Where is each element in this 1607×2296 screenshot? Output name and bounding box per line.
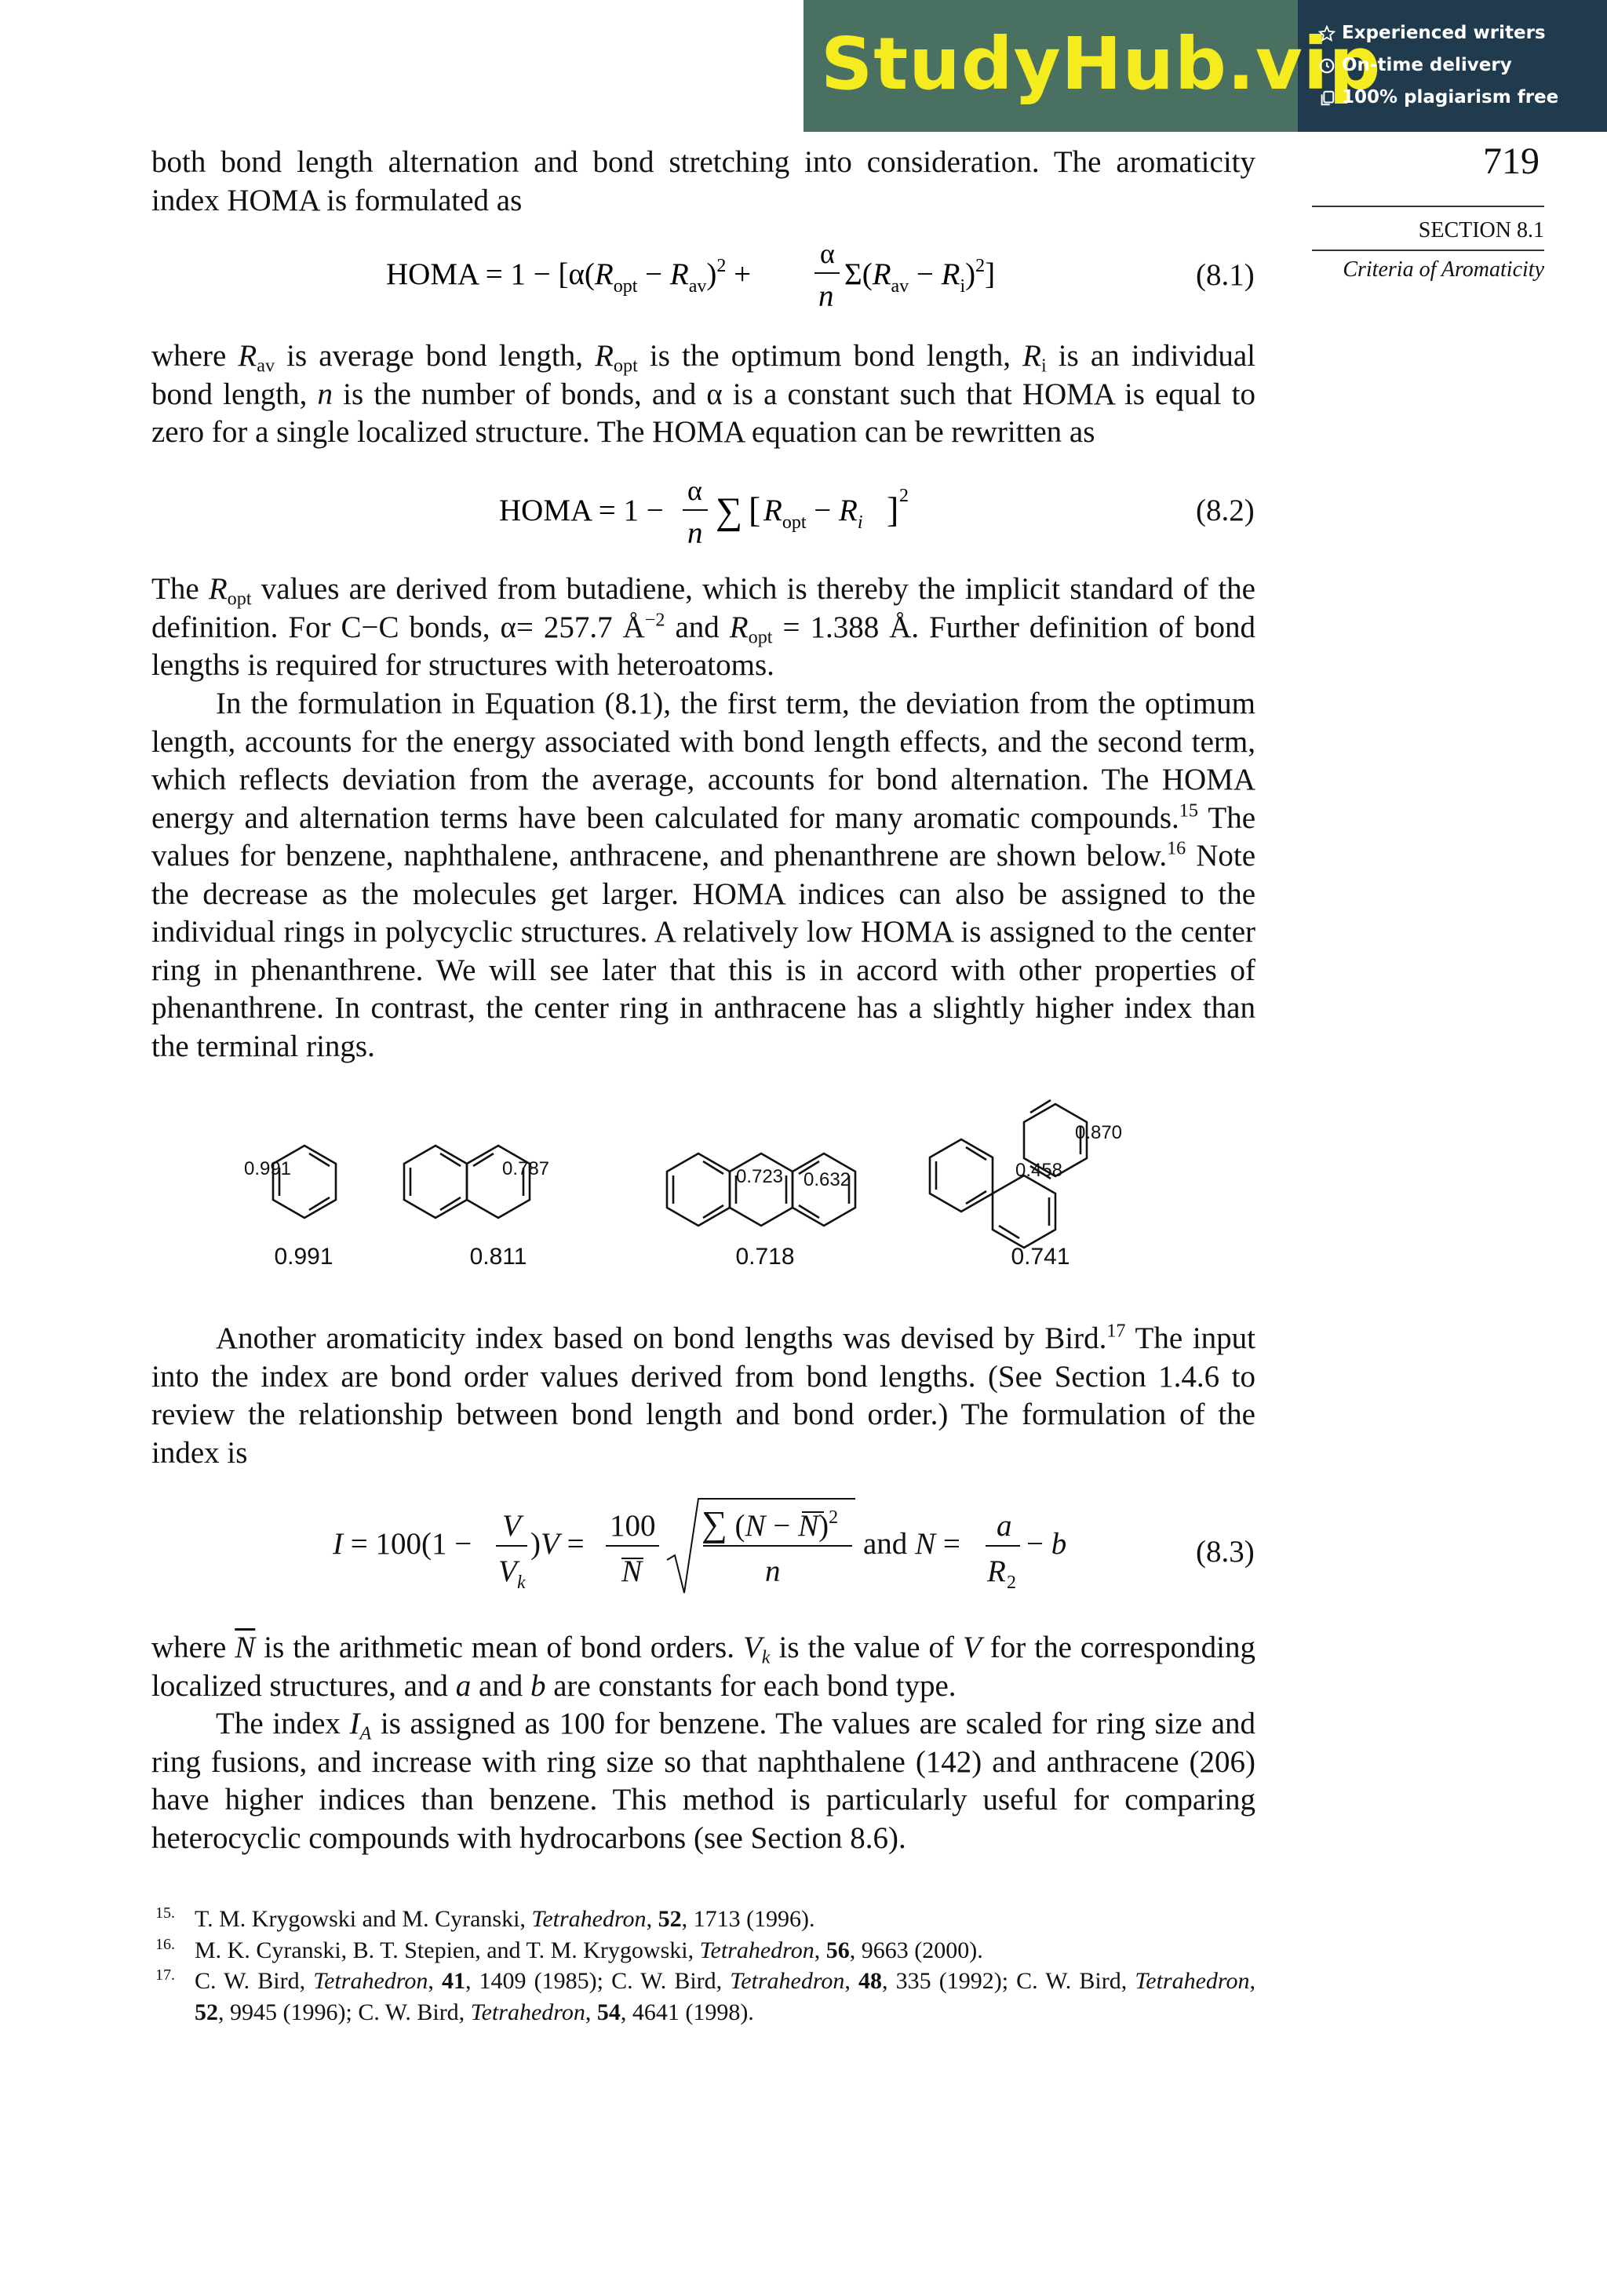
footnote-text: , 9663 (2000).	[849, 1937, 983, 1963]
text-run: The index	[216, 1707, 341, 1740]
journal-name: Tetrahedron	[699, 1937, 814, 1963]
text-run: is assigned as 100 for benzene. The values are scaled for ring size and ring fusions, and increase with ring size so that naphthalene (142) and anthracene (206) have higher indices than benzene. This method is particularly useful for comparing heterocyclic compounds with hydrocarbons (see Section 8.6).	[151, 1707, 1256, 1855]
banner-features	[1318, 17, 1558, 114]
footnote-text: , 1409 (1985); C. W. Bird,	[465, 1968, 731, 1994]
footnote-text: , 4641 (1998).	[620, 1999, 754, 2025]
homa-value: 0.741	[1011, 1244, 1070, 1270]
paragraph: The index $I_A$ is assigned as 100 for benzene. The values are scaled for ring size and ring fusions, and increase with ring size so that naphthalene (142) and anthracene (206) have higher indices than benzene. This method is particularly useful for comparing heterocyclic compounds with hydrocarbons (see Section 8.6).	[151, 1707, 1256, 1855]
volume-number: 52	[195, 1999, 218, 2025]
footnote-authors: M. K. Cyranski, B. T. Stepien, and T. M. Krygowski,	[195, 1937, 700, 1963]
clock-icon	[1318, 57, 1336, 75]
svg-text:and N =: and N =	[863, 1527, 960, 1561]
ring-label: 0.458	[1015, 1160, 1063, 1181]
reference-marker[interactable]: 16	[1167, 837, 1186, 859]
page-number: 719	[1483, 140, 1540, 182]
text-run: The values for benzene, naphthalene, anthracene, and phenanthrene are shown below.	[151, 800, 1256, 873]
paragraph: both bond length alternation and bond stretching into consideration. The aromaticity index HOMA is formulated as	[151, 145, 1255, 217]
footnote-text: , 9945 (1996); C. W. Bird,	[218, 1999, 471, 2025]
volume-number: 41	[441, 1968, 465, 1994]
footnote	[155, 1935, 1255, 1966]
equation-8-1	[377, 231, 1067, 318]
feature-label: 100% plagiarism free	[1342, 87, 1559, 108]
text-run: In the formulation in Equation (8.1), the first term, the deviation from the optimum length, accounts for the energy associated with bond length effects, and the second term, which reflects deviation from the average, accounts for bond alternation. The HOMA energy and alternation terms have been calculated for many aromatic compounds.	[151, 687, 1255, 835]
footnote-text: ,	[646, 1906, 658, 1932]
svg-text:Ropt − Ri: $R_{opt} - R_i$	[763, 494, 863, 533]
svg-text:k: k	[517, 1573, 526, 1593]
svg-text:2: 2	[899, 486, 909, 506]
journal-name: Tetrahedron	[1135, 1968, 1250, 1994]
svg-text:− b: − b	[1026, 1527, 1067, 1561]
svg-text:]: ]	[887, 490, 899, 530]
reference-marker[interactable]: 15	[1179, 800, 1198, 821]
journal-name: Tetrahedron	[730, 1968, 845, 1994]
ring-label: 0.632	[803, 1169, 851, 1190]
text-run: The input into the index are bond order values derived from bond lengths. (See Section 1.4.6 to review the relationship between bond length and bond order.) The formulation of the index is	[151, 1321, 1255, 1470]
svg-text:N: N	[621, 1554, 643, 1588]
svg-text:HOMA = 1 − [α(Ropt − Rav)2 +: HOMA = $1 - [\alpha(R_{opt} - R_{av})^2$ +	[386, 256, 752, 297]
margin-rule	[1312, 206, 1544, 207]
volume-number: 52	[658, 1906, 682, 1932]
svg-text:V: V	[498, 1554, 517, 1588]
footnote-text: , 335 (1992); C. W. Bird,	[882, 1968, 1135, 1994]
ring-label: 0.723	[735, 1166, 784, 1187]
equation-number: (8.1)	[1196, 258, 1255, 292]
feature-item	[1318, 82, 1558, 114]
studyhub-logo[interactable]	[804, 0, 1382, 132]
svg-text:HOMA = 1 −: HOMA = 1 −	[499, 494, 664, 527]
text-run: Note the decrease as the molecules get larger. HOMA indices can also be assigned to the individual rings in polycyclic structures. A relatively low HOMA is assigned to the center ring in phenanthrene. We will see later that this is in accord with other properties of phenanthrene. In contrast, the center ring in anthracene has a slightly higher index than the terminal rings.	[151, 839, 1256, 1063]
svg-text:[: [	[749, 490, 761, 530]
footnote-mark: 15.	[155, 1904, 175, 1922]
svg-text:)V =: )V =	[530, 1527, 585, 1561]
footnote-text: ,	[814, 1937, 826, 1963]
svg-text:n: n	[765, 1554, 781, 1588]
star-icon	[1318, 25, 1336, 42]
paragraph: where $R_{av}$ is average bond length, $R_{opt}$ is the optimum bond length, $R_i$ is an individual bond length, n is the number of bonds, and α is a constant such that HOMA is equal to zero for a single localized structure. The HOMA equation can be rewritten as	[151, 339, 1256, 449]
paragraph: The $R_{opt}$ values are derived from butadiene, which is thereby the implicit standard of the definition. For C−C bonds, α= 257.7 $Å^{-2}$ and $R_{opt} = 1.388$ Å. Further definition of bond lengths is required for structures with heteroatoms.	[151, 572, 1255, 682]
equation-8-2	[486, 467, 926, 553]
svg-text:I = 100(1 −: I = 100(1 −	[333, 1527, 472, 1561]
svg-text:∑ (N − N)2: ∑ $(N - N)^2$	[701, 1503, 839, 1543]
svg-text:α: α	[820, 238, 835, 269]
svg-text:n: n	[687, 516, 703, 550]
feature-item	[1318, 49, 1558, 82]
text-run: Another aromaticity index based on bond lengths was devised by Bird.	[216, 1321, 1107, 1355]
homa-value: 0.718	[735, 1244, 795, 1270]
volume-number: 54	[596, 1999, 621, 2025]
feature-label: On-time delivery	[1342, 55, 1512, 75]
benzene-structure	[273, 1146, 336, 1218]
footnote	[155, 1904, 1255, 1935]
ring-label: 0.870	[1074, 1122, 1123, 1143]
reference-marker[interactable]: 17	[1106, 1320, 1126, 1342]
paragraph	[151, 685, 1255, 1066]
paragraph: where $\overline{N}$ is the arithmetic mean of bond orders. $V_k$ is the value of V for the corresponding localized structures, and a and b are constants for each bond type.	[151, 1631, 1255, 1703]
journal-name: Tetrahedron	[531, 1906, 647, 1932]
svg-text:100: 100	[610, 1509, 656, 1543]
footnote: 17. C. W. Bird, Tetrahedron, 41, 1409 (1985); C. W. Bird, Tetrahedron, 48, 335 (1992); C. W. Bird, Tetrahedron, 52, 9945 (1996); C. W. Bird, Tetrahedron, 54, 4641 (1998).	[155, 1966, 1255, 2028]
homa-value: 0.991	[274, 1244, 333, 1270]
ring-label: 0.787	[501, 1158, 550, 1179]
svg-text:R: R	[987, 1554, 1006, 1588]
section-label: SECTION 8.1	[1418, 218, 1544, 242]
feature-item	[1318, 17, 1558, 49]
homa-value: 0.811	[469, 1244, 527, 1270]
svg-text:V: V	[502, 1509, 521, 1543]
svg-text:α: α	[687, 475, 702, 506]
journal-name: Tetrahedron	[470, 1999, 585, 2025]
logo-text: StudyHub.vip	[821, 22, 1382, 106]
margin-rule	[1312, 250, 1544, 251]
svg-text:n: n	[818, 279, 834, 313]
volume-number: 56	[825, 1937, 850, 1963]
equation-number: (8.3)	[1196, 1535, 1255, 1569]
copy-icon	[1318, 89, 1336, 107]
section-title: Criteria of Aromaticity	[1343, 257, 1544, 282]
ring-label: 0.991	[243, 1158, 292, 1179]
ad-banner[interactable]	[804, 0, 1607, 132]
footnote-authors: T. M. Krygowski and M. Cyranski,	[195, 1906, 532, 1932]
volume-number: 48	[858, 1968, 883, 1994]
footnote-mark: 16.	[155, 1936, 175, 1953]
naphthalene-structure	[404, 1146, 530, 1218]
svg-text:a: a	[997, 1509, 1012, 1543]
footnote-authors: C. W. Bird,	[195, 1968, 314, 1994]
svg-text:2: 2	[1007, 1573, 1016, 1593]
equation-8-3	[322, 1491, 1106, 1616]
svg-text:Σ(Rav − Ri)2]: $\Sigma(R_{av} - R_i)^2$]	[844, 256, 996, 297]
paragraph	[151, 1320, 1255, 1472]
journal-name: Tetrahedron	[313, 1968, 428, 1994]
feature-label: Experienced writers	[1342, 23, 1546, 43]
footnote-mark: 17.	[155, 1966, 175, 1984]
svg-text:∑: ∑	[716, 490, 743, 532]
footnote-text: , 1713 (1996).	[681, 1906, 815, 1932]
equation-number: (8.2)	[1196, 494, 1255, 527]
